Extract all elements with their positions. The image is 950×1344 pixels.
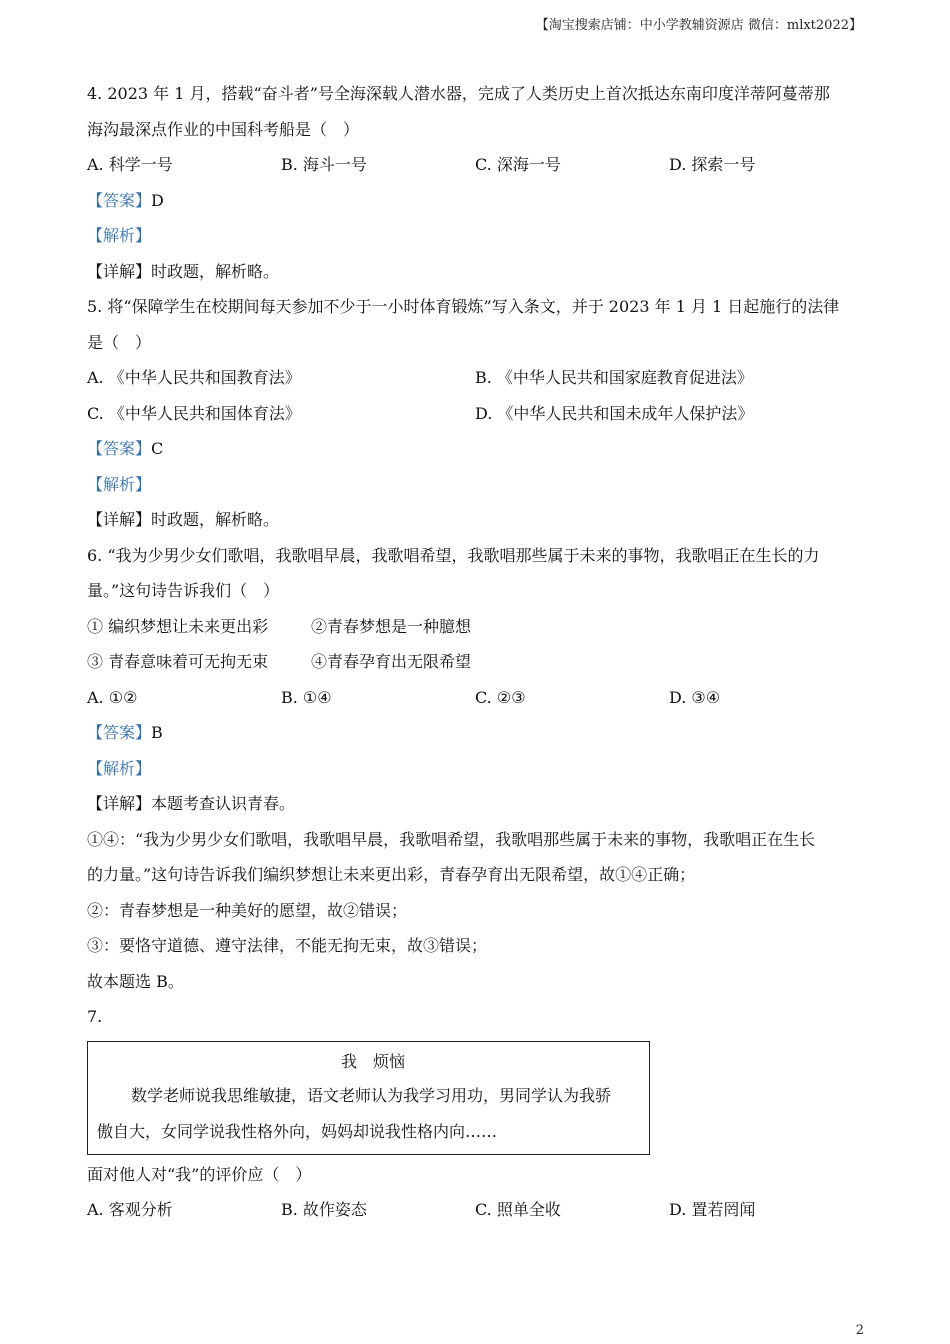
question-5-options-row-2 bbox=[87, 396, 867, 432]
question-4-stem-line-2: 海沟最深点作业的中国科考船是（ ） bbox=[87, 119, 360, 139]
question-5-stem-line-2: 是（ ） bbox=[87, 332, 152, 352]
option-b: B. 海斗一号 bbox=[281, 155, 367, 174]
statement-2: ②青春梦想是一种臆想 bbox=[311, 616, 472, 636]
question-5-answer bbox=[87, 431, 867, 467]
option-c: C. 照单全收 bbox=[475, 1200, 561, 1219]
material-box bbox=[87, 1041, 650, 1155]
option-c: C. 《中华人民共和国体育法》 bbox=[87, 403, 301, 423]
question-4 bbox=[87, 76, 867, 289]
question-7-number: 7. bbox=[87, 1007, 103, 1026]
document-body bbox=[87, 76, 867, 1228]
statement-1: ① 编织梦想让未来更出彩 bbox=[87, 616, 269, 636]
question-7 bbox=[87, 999, 867, 1228]
question-5-stem-line-1: 5. 将“保障学生在校期间每天参加不少于一小时体育锻炼”写入条文，并于 2023 年 1 月 1 日起施行的法律 bbox=[87, 297, 840, 316]
question-4-stem-line-1: 4. 2023 年 1 月，搭载“奋斗者”号全海深载人潜水器，完成了人类历史上首次抵达东南印度洋蒂阿蔓蒂那 bbox=[87, 84, 830, 103]
option-d: D. 《中华人民共和国未成年人保护法》 bbox=[475, 403, 754, 423]
answer-tag: 【答案】 bbox=[87, 439, 152, 458]
page-number: 2 bbox=[855, 1323, 864, 1338]
material-line-1: 数学老师说我思维敏捷，语文老师认为我学习用功，男同学认为我骄 bbox=[131, 1085, 612, 1105]
answer-value: D bbox=[151, 190, 164, 210]
question-6-stem-line-2: 量。”这句诗告诉我们（ ） bbox=[87, 581, 280, 600]
question-6-analysis-tag: 【解析】 bbox=[87, 758, 152, 778]
question-5 bbox=[87, 289, 867, 538]
material-line-2: 傲自大，女同学说我性格外向，妈妈却说我性格内向…… bbox=[97, 1121, 498, 1141]
question-4-analysis-tag: 【解析】 bbox=[87, 226, 152, 245]
question-4-options bbox=[87, 147, 867, 183]
explanation-line: 故本题选 B。 bbox=[87, 971, 184, 991]
material-title: 我 烦恼 bbox=[340, 1051, 405, 1071]
explanation-line: ③：要恪守道德、遵守法律，不能无拘无束，故③错误； bbox=[87, 936, 488, 955]
answer-tag: 【答案】 bbox=[87, 723, 152, 742]
explanation-line: ①④：“我为少男少女们歌唱，我歌唱早晨，我歌唱希望，我歌唱那些属于未来的事物，我歌唱正在生长 bbox=[87, 829, 816, 849]
option-b: B. 《中华人民共和国家庭教育促进法》 bbox=[475, 368, 753, 387]
option-b: B. ①④ bbox=[281, 687, 332, 707]
question-6-detail: 【详解】本题考查认识青春。 bbox=[87, 794, 296, 813]
explanation-line: ②：青春梦想是一种美好的愿望，故②错误； bbox=[87, 900, 408, 920]
statement-3: ③ 青春意味着可无拘无束 bbox=[87, 652, 269, 671]
statement-4: ④青春孕育出无限希望 bbox=[311, 652, 472, 671]
question-6-options bbox=[87, 680, 867, 716]
question-7-options bbox=[87, 1192, 867, 1228]
question-4-detail: 【详解】时政题，解析略。 bbox=[87, 261, 280, 281]
answer-value: C bbox=[151, 439, 164, 458]
option-a: A. ①② bbox=[87, 687, 138, 707]
explanation-line: 的力量。”这句诗告诉我们编织梦想让未来更出彩，青春孕育出无限希望，故①④正确； bbox=[87, 865, 696, 884]
question-7-stem: 面对他人对“我”的评价应（ ） bbox=[87, 1164, 312, 1184]
page-header: 【淘宝搜索店铺：中小学教辅资源店 微信：mlxt2022】 bbox=[535, 18, 862, 33]
answer-tag: 【答案】 bbox=[87, 190, 152, 210]
option-a: A. 《中华人民共和国教育法》 bbox=[87, 368, 301, 387]
option-c: C. ②③ bbox=[475, 687, 526, 707]
question-6-stem-line-1: 6. “我为少男少女们歌唱，我歌唱早晨，我歌唱希望，我歌唱那些属于未来的事物，我歌唱正在生长的力 bbox=[87, 545, 820, 565]
question-6-answer bbox=[87, 715, 867, 751]
option-d: D. 置若罔闻 bbox=[669, 1200, 756, 1219]
question-5-options-row-1 bbox=[87, 360, 867, 396]
question-6 bbox=[87, 538, 867, 1000]
question-6-statements-row-2 bbox=[87, 644, 867, 680]
answer-value: B bbox=[151, 723, 163, 742]
option-a: A. 科学一号 bbox=[87, 155, 173, 174]
option-d: D. ③④ bbox=[669, 687, 721, 707]
option-d: D. 探索一号 bbox=[669, 155, 756, 174]
option-b: B. 故作姿态 bbox=[281, 1200, 367, 1219]
question-4-answer bbox=[87, 183, 867, 219]
question-5-analysis-tag: 【解析】 bbox=[87, 474, 152, 494]
option-a: A. 客观分析 bbox=[87, 1200, 173, 1219]
question-6-statements-row-1 bbox=[87, 609, 867, 645]
question-5-detail: 【详解】时政题，解析略。 bbox=[87, 510, 280, 529]
option-c: C. 深海一号 bbox=[475, 155, 561, 174]
